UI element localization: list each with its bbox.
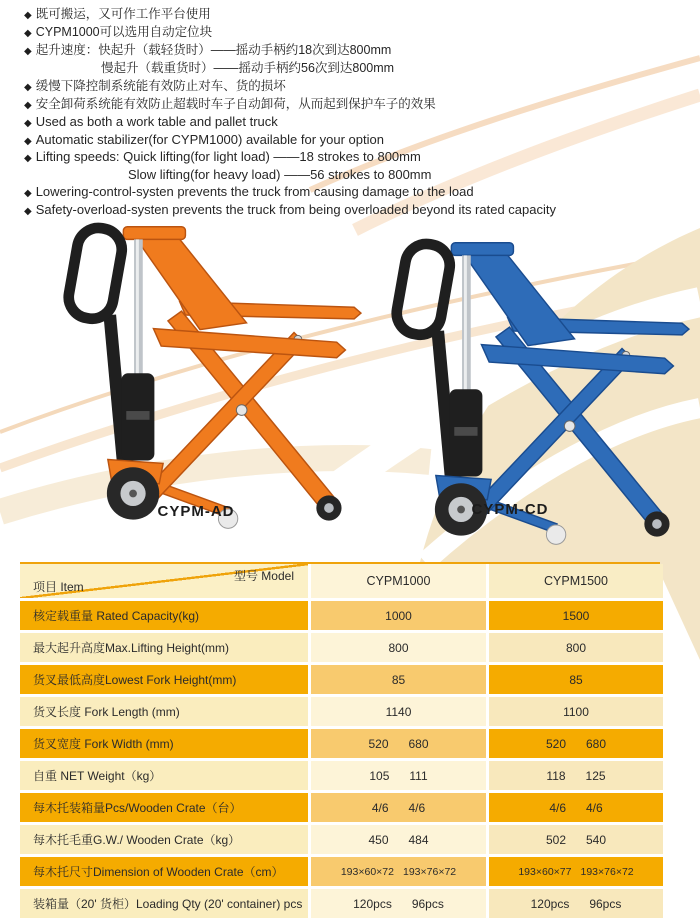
feature-item-en xyxy=(24,131,556,149)
feature-item-zh xyxy=(24,23,556,41)
spec-value-cypm1000: 1140 xyxy=(311,697,486,726)
feature-text: 安全卸荷系统能有效防止超载时车子自动卸荷，从而起到保护车子的效果 xyxy=(35,97,436,111)
diamond-bullet-icon: ◆ xyxy=(24,135,32,147)
diamond-bullet-icon: ◆ xyxy=(24,28,32,39)
spec-value-cypm1000: 1000 xyxy=(311,601,486,630)
spec-value-cypm1000: 120pcs 96pcs xyxy=(311,889,486,918)
feature-lists xyxy=(24,5,556,218)
feature-text: Lowering-control-systen prevents the truck from causing damage to the load xyxy=(35,184,474,199)
feature-item-zh-continuation xyxy=(24,59,556,77)
spec-row-label: 自重 NET Weight（kg） xyxy=(20,761,308,790)
feature-text: Used as both a work table and pallet truck xyxy=(35,114,278,129)
diamond-bullet-icon: ◆ xyxy=(24,100,32,111)
spec-header-item-model-cell xyxy=(20,564,308,598)
feature-text: 起升速度：快起升（载轻货时）——摇动手柄约18次到达800mm xyxy=(35,43,392,57)
spec-value-cypm1000: 4/6 4/6 xyxy=(311,793,486,822)
spec-value-cypm1000: 450 484 xyxy=(311,825,486,854)
diamond-bullet-icon: ◆ xyxy=(24,153,32,164)
feature-item-zh xyxy=(24,77,556,95)
feature-item-zh xyxy=(24,41,556,59)
feature-text: Slow lifting(for heavy load) ——56 strokes to 800mm xyxy=(128,166,432,182)
feature-item-zh xyxy=(24,5,556,23)
spec-value-cypm1000: 85 xyxy=(311,665,486,694)
spec-value-cypm1500: 520 680 xyxy=(489,729,663,758)
product-label-cypm-cd: CYPM-CD xyxy=(471,501,549,518)
spec-value-cypm1500: 193×60×77 193×76×72 xyxy=(489,857,663,886)
diamond-bullet-icon: ◆ xyxy=(24,118,32,129)
feature-text: 缓慢下降控制系统能有效防止对车、货的损坏 xyxy=(35,79,286,93)
spec-value-cypm1500: 85 xyxy=(489,665,663,694)
spec-row-label: 每木托装箱量Pcs/Wooden Crate（台） xyxy=(20,793,308,822)
spec-row-label: 货叉长度 Fork Length (mm) xyxy=(20,697,308,726)
feature-item-en xyxy=(24,148,556,166)
product-image-cypm-ad xyxy=(34,220,364,540)
feature-text: Automatic stabilizer(for CYPM1000) available for your option xyxy=(35,131,384,147)
model-header-label: 型号 Model xyxy=(233,569,294,583)
feature-item-en xyxy=(24,183,556,201)
feature-text: 慢起升（载重货时）——摇动手柄约56次到达800mm xyxy=(101,61,395,75)
spec-row-label: 装箱量（20' 货柜）Loading Qty (20' container) pcs xyxy=(20,889,308,918)
diamond-bullet-icon: ◆ xyxy=(24,188,32,199)
diamond-bullet-icon: ◆ xyxy=(24,82,32,93)
diamond-bullet-icon: ◆ xyxy=(24,10,32,21)
spec-row-label: 每木托毛重G.W./ Wooden Crate（kg） xyxy=(20,825,308,854)
feature-text: Safety-overload-systen prevents the truck from being overloaded beyond its rated capacity xyxy=(35,201,556,217)
feature-item-en xyxy=(24,113,556,131)
feature-item-en xyxy=(24,201,556,219)
spec-value-cypm1000: 105 111 xyxy=(311,761,486,790)
spec-table xyxy=(20,562,660,918)
spec-value-cypm1000: 520 680 xyxy=(311,729,486,758)
diamond-bullet-icon: ◆ xyxy=(24,46,32,57)
spec-value-cypm1000: 193×60×72 193×76×72 xyxy=(311,857,486,886)
feature-item-zh xyxy=(24,95,556,113)
spec-row-label: 货叉宽度 Fork Width (mm) xyxy=(20,729,308,758)
spec-value-cypm1500: 1100 xyxy=(489,697,663,726)
spec-header-cypm1500: CYPM1500 xyxy=(489,564,663,598)
spec-value-cypm1000: 800 xyxy=(311,633,486,662)
feature-text: CYPM1000可以选用自动定位块 xyxy=(35,25,213,39)
spec-row-label: 每木托尺寸Dimension of Wooden Crate（cm） xyxy=(20,857,308,886)
spec-value-cypm1500: 1500 xyxy=(489,601,663,630)
feature-item-en-continuation xyxy=(24,166,556,184)
spec-value-cypm1500: 4/6 4/6 xyxy=(489,793,663,822)
feature-text: 既可搬运，又可作工作平台使用 xyxy=(35,7,211,21)
spec-row-label: 货叉最低高度Lowest Fork Height(mm) xyxy=(20,665,308,694)
spec-value-cypm1500: 120pcs 96pcs xyxy=(489,889,663,918)
spec-row-label: 核定载重量 Rated Capacity(kg) xyxy=(20,601,308,630)
diamond-bullet-icon: ◆ xyxy=(24,205,32,217)
spec-value-cypm1500: 502 540 xyxy=(489,825,663,854)
spec-value-cypm1500: 118 125 xyxy=(489,761,663,790)
spec-row-label: 最大起升高度Max.Lifting Height(mm) xyxy=(20,633,308,662)
item-header-label: 项目 Item xyxy=(33,580,84,594)
product-label-cypm-ad: CYPM-AD xyxy=(157,503,235,520)
spec-header-cypm1000: CYPM1000 xyxy=(311,564,486,598)
spec-value-cypm1500: 800 xyxy=(489,633,663,662)
feature-text: Lifting speeds: Quick lifting(for light load) ——18 strokes to 800mm xyxy=(35,149,421,164)
